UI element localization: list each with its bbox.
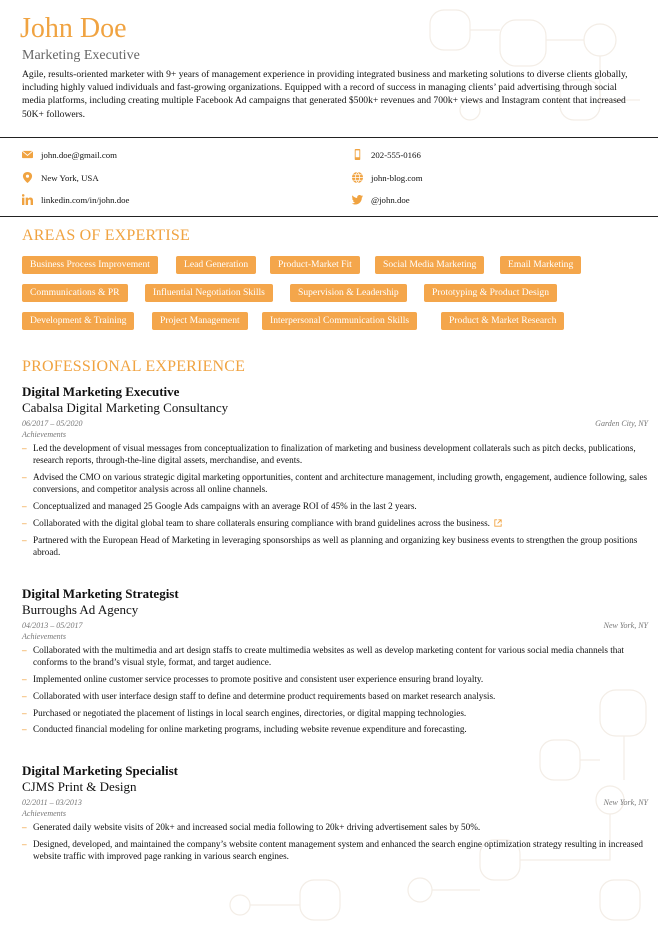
expertise-tag: Communications & PR xyxy=(22,284,128,302)
expertise-tag: Email Marketing xyxy=(500,256,581,274)
expertise-tag: Social Media Marketing xyxy=(375,256,484,274)
expertise-tag: Product & Market Research xyxy=(441,312,564,330)
resume-name: John Doe xyxy=(20,13,127,44)
expertise-tag: Business Process Improvement xyxy=(22,256,158,274)
expertise-tag: Supervision & Leadership xyxy=(290,284,407,302)
job-location: Garden City, NY xyxy=(595,419,648,428)
job-title: Digital Marketing Specialist xyxy=(22,763,178,778)
blog-text: john-blog.com xyxy=(371,172,423,183)
linkedin-text: linkedin.com/in/john.doe xyxy=(41,194,130,205)
achievement-list xyxy=(22,644,648,736)
resume-title: Marketing Executive xyxy=(22,48,140,63)
achievement-item: – Purchased or negotiated the placement of listings in local search engines, directories, or digital mapping technologies. xyxy=(22,707,648,719)
job-location: New York, NY xyxy=(603,621,648,630)
globe-icon xyxy=(352,172,363,183)
expertise-tag: Development & Training xyxy=(22,312,134,330)
achievement-text: Collaborated with the digital global team to share collaterals ensuring compliance with brand guidelines across the business. xyxy=(33,517,490,528)
job-entry xyxy=(22,763,648,867)
contact-twitter[interactable] xyxy=(352,194,410,205)
job-company: CJMS Print & Design xyxy=(22,779,137,794)
contact-blog[interactable] xyxy=(352,172,423,183)
achievement-list xyxy=(22,821,648,862)
phone-text: 202-555-0166 xyxy=(371,149,421,160)
job-meta xyxy=(22,418,648,430)
resume-summary: Agile, results-oriented marketer with 9+ years of management experience in providing integrated business and marketing solutions to diverse clients globally, including highly valued individuals and fast-growing organizations. Equipped with a record of success in managing clients’ paid advertising through social media platforms, including creating multiple Facebook Ad campaigns that generated $500k+ revenues and 700k+ views and Instagram content that increased 50K+ followers. xyxy=(22,69,628,120)
job-company: Cabalsa Digital Marketing Consultancy xyxy=(22,400,229,415)
job-title: Digital Marketing Strategist xyxy=(22,586,179,601)
achievement-item: – Partnered with the European Head of Marketing in leveraging sponsorships as well as planning and organizing key business events to strengthen the group positions abroad. xyxy=(22,534,648,558)
map-pin-icon xyxy=(22,172,33,183)
expertise-tag: Project Management xyxy=(152,312,248,330)
twitter-icon xyxy=(352,194,363,205)
expertise-tag: Lead Generation xyxy=(176,256,256,274)
expertise-tag: Influential Negotiation Skills xyxy=(145,284,273,302)
linkedin-icon xyxy=(22,194,33,205)
achievement-item: – Conceptualized and managed 25 Google Ads campaigns with an average ROI of 45% in the last 2 years. xyxy=(22,500,648,512)
twitter-text: @john.doe xyxy=(371,194,410,205)
contact-bottom-divider xyxy=(0,216,658,217)
achievement-item: – Led the development of visual messages from conceptualization to finalization of marketing and business development collaterals such as pitch decks, publications, research reports, through-the-line digital assets, merchandise, and events. xyxy=(22,442,648,466)
achievements-label: Achievements xyxy=(22,809,66,818)
contact-linkedin[interactable] xyxy=(22,194,129,205)
job-entry xyxy=(22,586,648,740)
achievement-item: – Collaborated with user interface design staff to define and determine product requirements based on market research analysis. xyxy=(22,690,648,702)
achievement-item: – Implemented online customer service processes to promote positive and consistent user experience ensuring brand loyalty. xyxy=(22,673,648,685)
phone-icon xyxy=(352,149,363,160)
expertise-heading: AREAS OF EXPERTISE xyxy=(22,227,190,244)
achievement-item: – Conducted financial modeling for online marketing programs, including website revenue expenditure and forecasting. xyxy=(22,723,648,735)
job-company: Burroughs Ad Agency xyxy=(22,602,139,617)
achievement-item: – Designed, developed, and maintained the company’s website content management system and enhanced the search engine optimization strategy resulting in increased website traffic with improved page ranking in various search engines. xyxy=(22,838,648,862)
job-entry xyxy=(22,384,648,563)
job-dates: 04/2013 – 05/2017 xyxy=(22,621,83,630)
expertise-tag: Interpersonal Communication Skills xyxy=(262,312,417,330)
contact-top-divider xyxy=(0,137,658,138)
job-dates: 06/2017 – 05/2020 xyxy=(22,419,83,428)
achievement-item: – Collaborated with the multimedia and art design staffs to create multimedia websites as well as develop marketing content for various social media channels that conforms to the brand’s visual style, format, and target audience. xyxy=(22,644,648,668)
achievements-label: Achievements xyxy=(22,632,66,641)
achievement-list xyxy=(22,442,648,558)
job-meta xyxy=(22,797,648,809)
job-title: Digital Marketing Executive xyxy=(22,384,180,399)
achievement-item xyxy=(22,517,648,529)
achievement-item: – Advised the CMO on various strategic digital marketing opportunities, content and architecture management, including growth, engagement, audience following, sales conversions, and competitor analysis across all online channels. xyxy=(22,471,648,495)
contact-email[interactable] xyxy=(22,149,117,160)
email-text: john.doe@gmail.com xyxy=(41,149,118,160)
job-meta xyxy=(22,620,648,632)
experience-heading: PROFESSIONAL EXPERIENCE xyxy=(22,358,246,375)
expertise-tag: Prototyping & Product Design xyxy=(424,284,557,302)
job-dates: 02/2011 – 03/2013 xyxy=(22,798,82,807)
external-link-icon[interactable] xyxy=(494,519,502,527)
contact-phone[interactable] xyxy=(352,149,421,160)
contact-location xyxy=(22,172,99,183)
achievements-label: Achievements xyxy=(22,430,66,439)
email-icon xyxy=(22,149,33,160)
achievement-item: – Generated daily website visits of 20k+ and increased social media following to 20k+ driving advertisement sales by 50%. xyxy=(22,821,648,833)
expertise-tag: Product-Market Fit xyxy=(270,256,360,274)
location-text: New York, USA xyxy=(41,172,99,183)
job-location: New York, NY xyxy=(603,798,648,807)
